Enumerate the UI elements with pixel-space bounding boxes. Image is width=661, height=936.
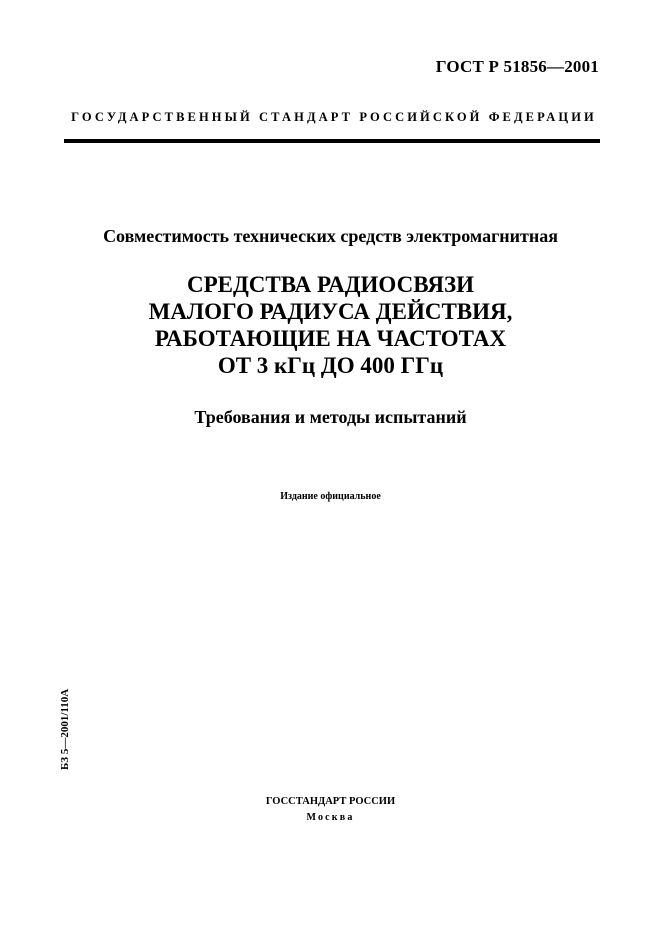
main-title-line: МАЛОГО РАДИУСА ДЕЙСТВИЯ, bbox=[148, 299, 513, 324]
subtitle: Требования и методы испытаний bbox=[194, 407, 467, 427]
main-title-line: СРЕДСТВА РАДИОСВЯЗИ bbox=[186, 272, 475, 297]
main-title-line: РАБОТАЮЩИЕ НА ЧАСТОТАХ bbox=[154, 326, 507, 351]
topic-title: Совместимость технических средств электромагнитная bbox=[103, 226, 558, 246]
header-title: ГОСУДАРСТВЕННЫЙ СТАНДАРТ РОССИЙСКОЙ ФЕДЕРАЦИИ bbox=[71, 110, 597, 124]
header-rule bbox=[64, 139, 600, 143]
main-title bbox=[0, 271, 661, 379]
main-title-line: ОТ 3 кГц ДО 400 ГГц bbox=[217, 353, 444, 378]
document-number: ГОСТ Р 51856—2001 bbox=[435, 57, 599, 76]
edition-label: Издание официальное bbox=[280, 491, 381, 502]
publisher: ГОССТАНДАРТ РОССИИ bbox=[265, 796, 396, 807]
side-code: БЗ 5—2001/110А bbox=[59, 688, 71, 770]
city: Москва bbox=[306, 812, 355, 823]
